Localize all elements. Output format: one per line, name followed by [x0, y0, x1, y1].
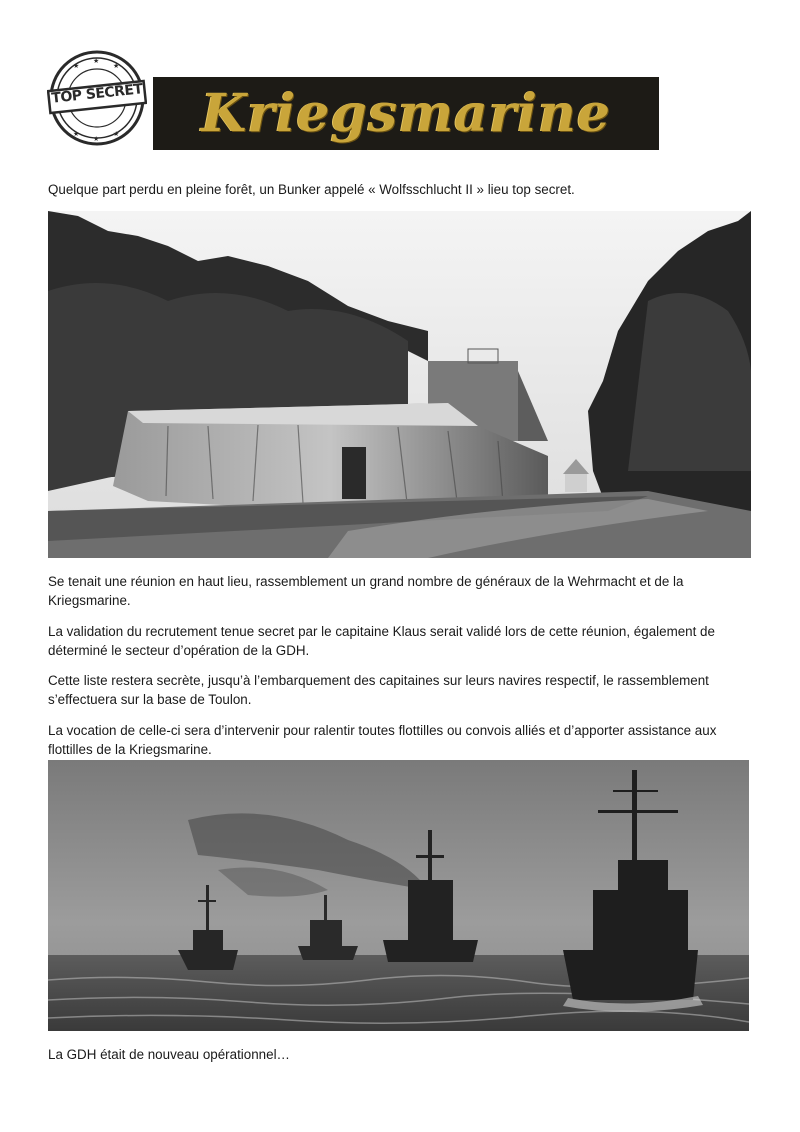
svg-text:★: ★	[113, 130, 120, 138]
svg-text:★: ★	[73, 130, 80, 138]
svg-text:★: ★	[93, 135, 100, 143]
top-secret-stamp	[47, 48, 147, 148]
bunker-photo	[48, 211, 751, 558]
banner-title: Kriegsmarine	[201, 83, 611, 144]
svg-text:★: ★	[93, 57, 100, 65]
intro-paragraph: Quelque part perdu en pleine forêt, un Bunker appelé « Wolfsschlucht II » lieu top secret.	[48, 182, 575, 197]
paragraph-1: Se tenait une réunion en haut lieu, rassemblement un grand nombre de généraux de la Wehrmacht et de la Kriegsmarine.	[48, 574, 684, 608]
warships-photo	[48, 760, 749, 1031]
svg-text:★: ★	[113, 62, 120, 70]
kriegsmarine-banner	[153, 77, 659, 150]
paragraph-2: La validation du recrutement tenue secret par le capitaine Klaus serait validé lors de cette réunion, également de déterminé le secteur d’opération de la GDH.	[48, 624, 715, 658]
outro-paragraph: La GDH était de nouveau opérationnel…	[48, 1047, 290, 1062]
paragraph-4: La vocation de celle-ci sera d’intervenir pour ralentir toutes flottilles ou convois alliés et d’apporter assistance aux flottilles de la Kriegsmarine.	[48, 723, 717, 757]
stamp-label: TOP SECRET	[50, 81, 144, 107]
paragraph-3: Cette liste restera secrète, jusqu’à l’embarquement des capitaines sur leurs navires respectif, le rassemblement s’effectuera sur la base de Toulon.	[48, 673, 709, 707]
svg-text:★: ★	[73, 62, 80, 70]
